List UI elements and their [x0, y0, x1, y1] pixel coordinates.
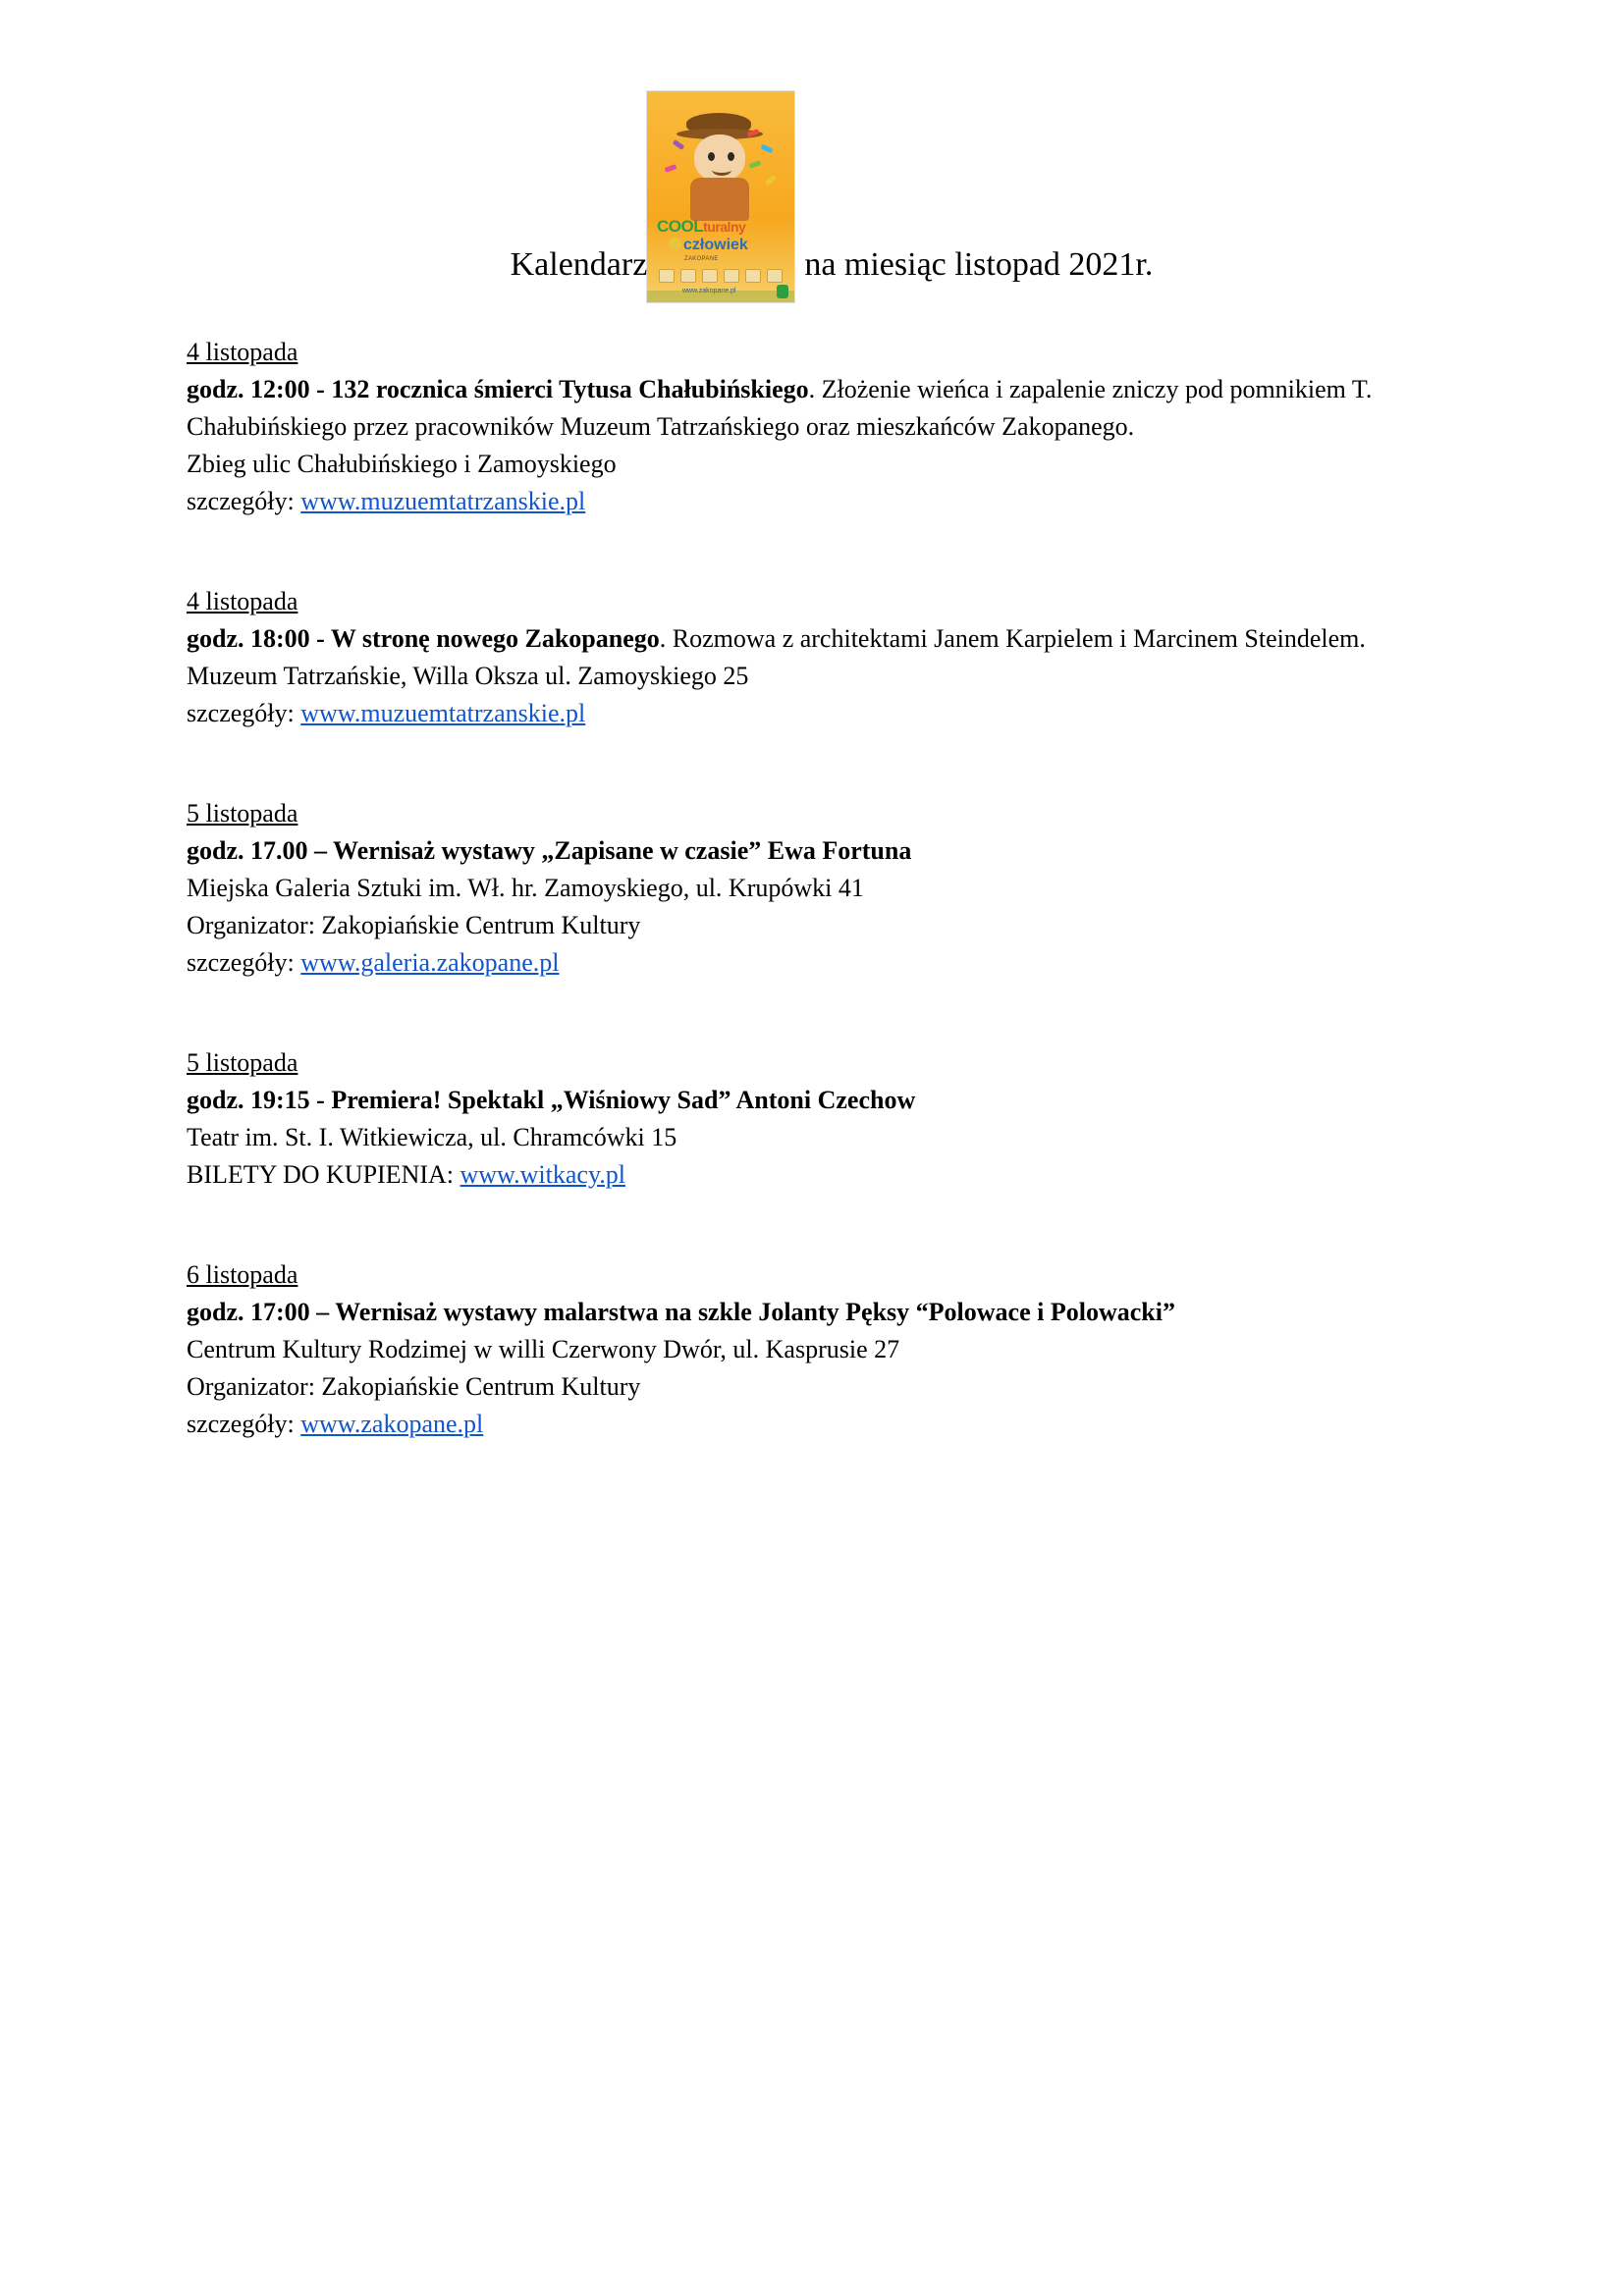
event-headline-rest: . Rozmowa z architektami Janem Karpielem i Marcinem Steindelem.: [659, 624, 1366, 653]
event-headline: [187, 620, 1477, 658]
event-place: Zbieg ulic Chałubińskiego i Zamoyskiego: [187, 450, 617, 478]
logo-word-main-suffix: turalny: [703, 219, 746, 235]
logo-word-main-text: COOL: [657, 217, 704, 236]
event-details: [187, 944, 1477, 982]
event-item: [187, 1044, 1477, 1194]
event-headline-bold: godz. 12:00 - 132 rocznica śmierci Tytusa Chałubińskiego: [187, 375, 809, 403]
event-details-link[interactable]: www.muzuemtatrzanskie.pl: [300, 699, 586, 727]
event-item: [187, 583, 1477, 732]
event-details-label: szczegóły:: [187, 699, 301, 727]
event-headline: [187, 832, 1477, 870]
event-details-label: szczegóły:: [187, 1410, 301, 1438]
event-organizer: Organizator: Zakopiańskie Centrum Kultury: [187, 1372, 641, 1401]
event-details: [187, 695, 1477, 732]
event-headline-bold: godz. 17.00 – Wernisaż wystawy „Zapisane w czasie” Ewa Fortuna: [187, 836, 912, 865]
event-details-label: BILETY DO KUPIENIA:: [187, 1160, 460, 1189]
logo-corner-mark-icon: [777, 285, 788, 298]
logo-tiny-text: ZAKOPANE: [684, 256, 719, 262]
event-date: 4 listopada: [187, 587, 298, 615]
event-headline-bold: godz. 19:15 - Premiera! Spektakl „Wiśniowy Sad” Antoni Czechow: [187, 1086, 916, 1114]
event-details: [187, 483, 1477, 520]
event-place: Centrum Kultury Rodzimej w willi Czerwony Dwór, ul. Kasprusie 27: [187, 1335, 900, 1363]
event-item: [187, 795, 1477, 982]
event-headline: [187, 1082, 1477, 1119]
events-list: [187, 334, 1477, 1443]
document-header: [187, 71, 1477, 316]
event-details-label: szczegóły:: [187, 487, 301, 515]
event-headline-rest: . Złożenie wieńca i zapalenie zniczy pod pomnikiem T. Chałubińskiego przez pracowników Muzeum Tatrzańskiego oraz mieszkańców Zakopanego.: [187, 375, 1373, 441]
event-date: 4 listopada: [187, 338, 298, 366]
event-organizer: Organizator: Zakopiańskie Centrum Kultury: [187, 911, 641, 939]
logo-body-icon: [690, 178, 749, 221]
event-details-link[interactable]: www.galeria.zakopane.pl: [300, 948, 560, 977]
page-title-suffix: na miesiąc listopad 2021r.: [804, 246, 1154, 283]
event-details-label: szczegóły:: [187, 948, 301, 977]
event-headline-bold: godz. 18:00 - W stronę nowego Zakopanego: [187, 624, 660, 653]
event-place: Miejska Galeria Sztuki im. Wł. hr. Zamoyskiego, ul. Krupówki 41: [187, 874, 864, 902]
logo-eye-left-icon: [708, 152, 715, 161]
event-item: [187, 334, 1477, 520]
event-item: [187, 1256, 1477, 1443]
event-date: 6 listopada: [187, 1260, 298, 1289]
event-date: 5 listopada: [187, 1048, 298, 1077]
logo-footer-bar: [647, 291, 794, 302]
event-details-link[interactable]: www.muzuemtatrzanskie.pl: [300, 487, 586, 515]
page-title-prefix: Kalendarz: [510, 246, 648, 283]
logo-word-second-text: człowiek: [683, 237, 748, 253]
event-details: [187, 1156, 1477, 1194]
event-headline: [187, 371, 1477, 446]
page-title: [187, 245, 1477, 285]
event-date: 5 listopada: [187, 799, 298, 828]
logo-url: www.zakopane.pl: [682, 288, 736, 294]
event-place: Teatr im. St. I. Witkiewicza, ul. Chramcówki 15: [187, 1123, 677, 1151]
event-headline: [187, 1294, 1477, 1331]
event-details-link[interactable]: www.witkacy.pl: [460, 1160, 625, 1189]
logo-smile-icon: [712, 164, 731, 176]
event-details: [187, 1406, 1477, 1443]
logo-eye-right-icon: [728, 152, 734, 161]
logo-word-main: [657, 217, 745, 237]
event-details-link[interactable]: www.zakopane.pl: [300, 1410, 484, 1438]
event-headline-bold: godz. 17:00 – Wernisaż wystawy malarstwa na szkle Jolanty Pęksy “Polowace i Polowacki”: [187, 1298, 1175, 1326]
event-place: Muzeum Tatrzańskie, Willa Oksza ul. Zamoyskiego 25: [187, 662, 749, 690]
